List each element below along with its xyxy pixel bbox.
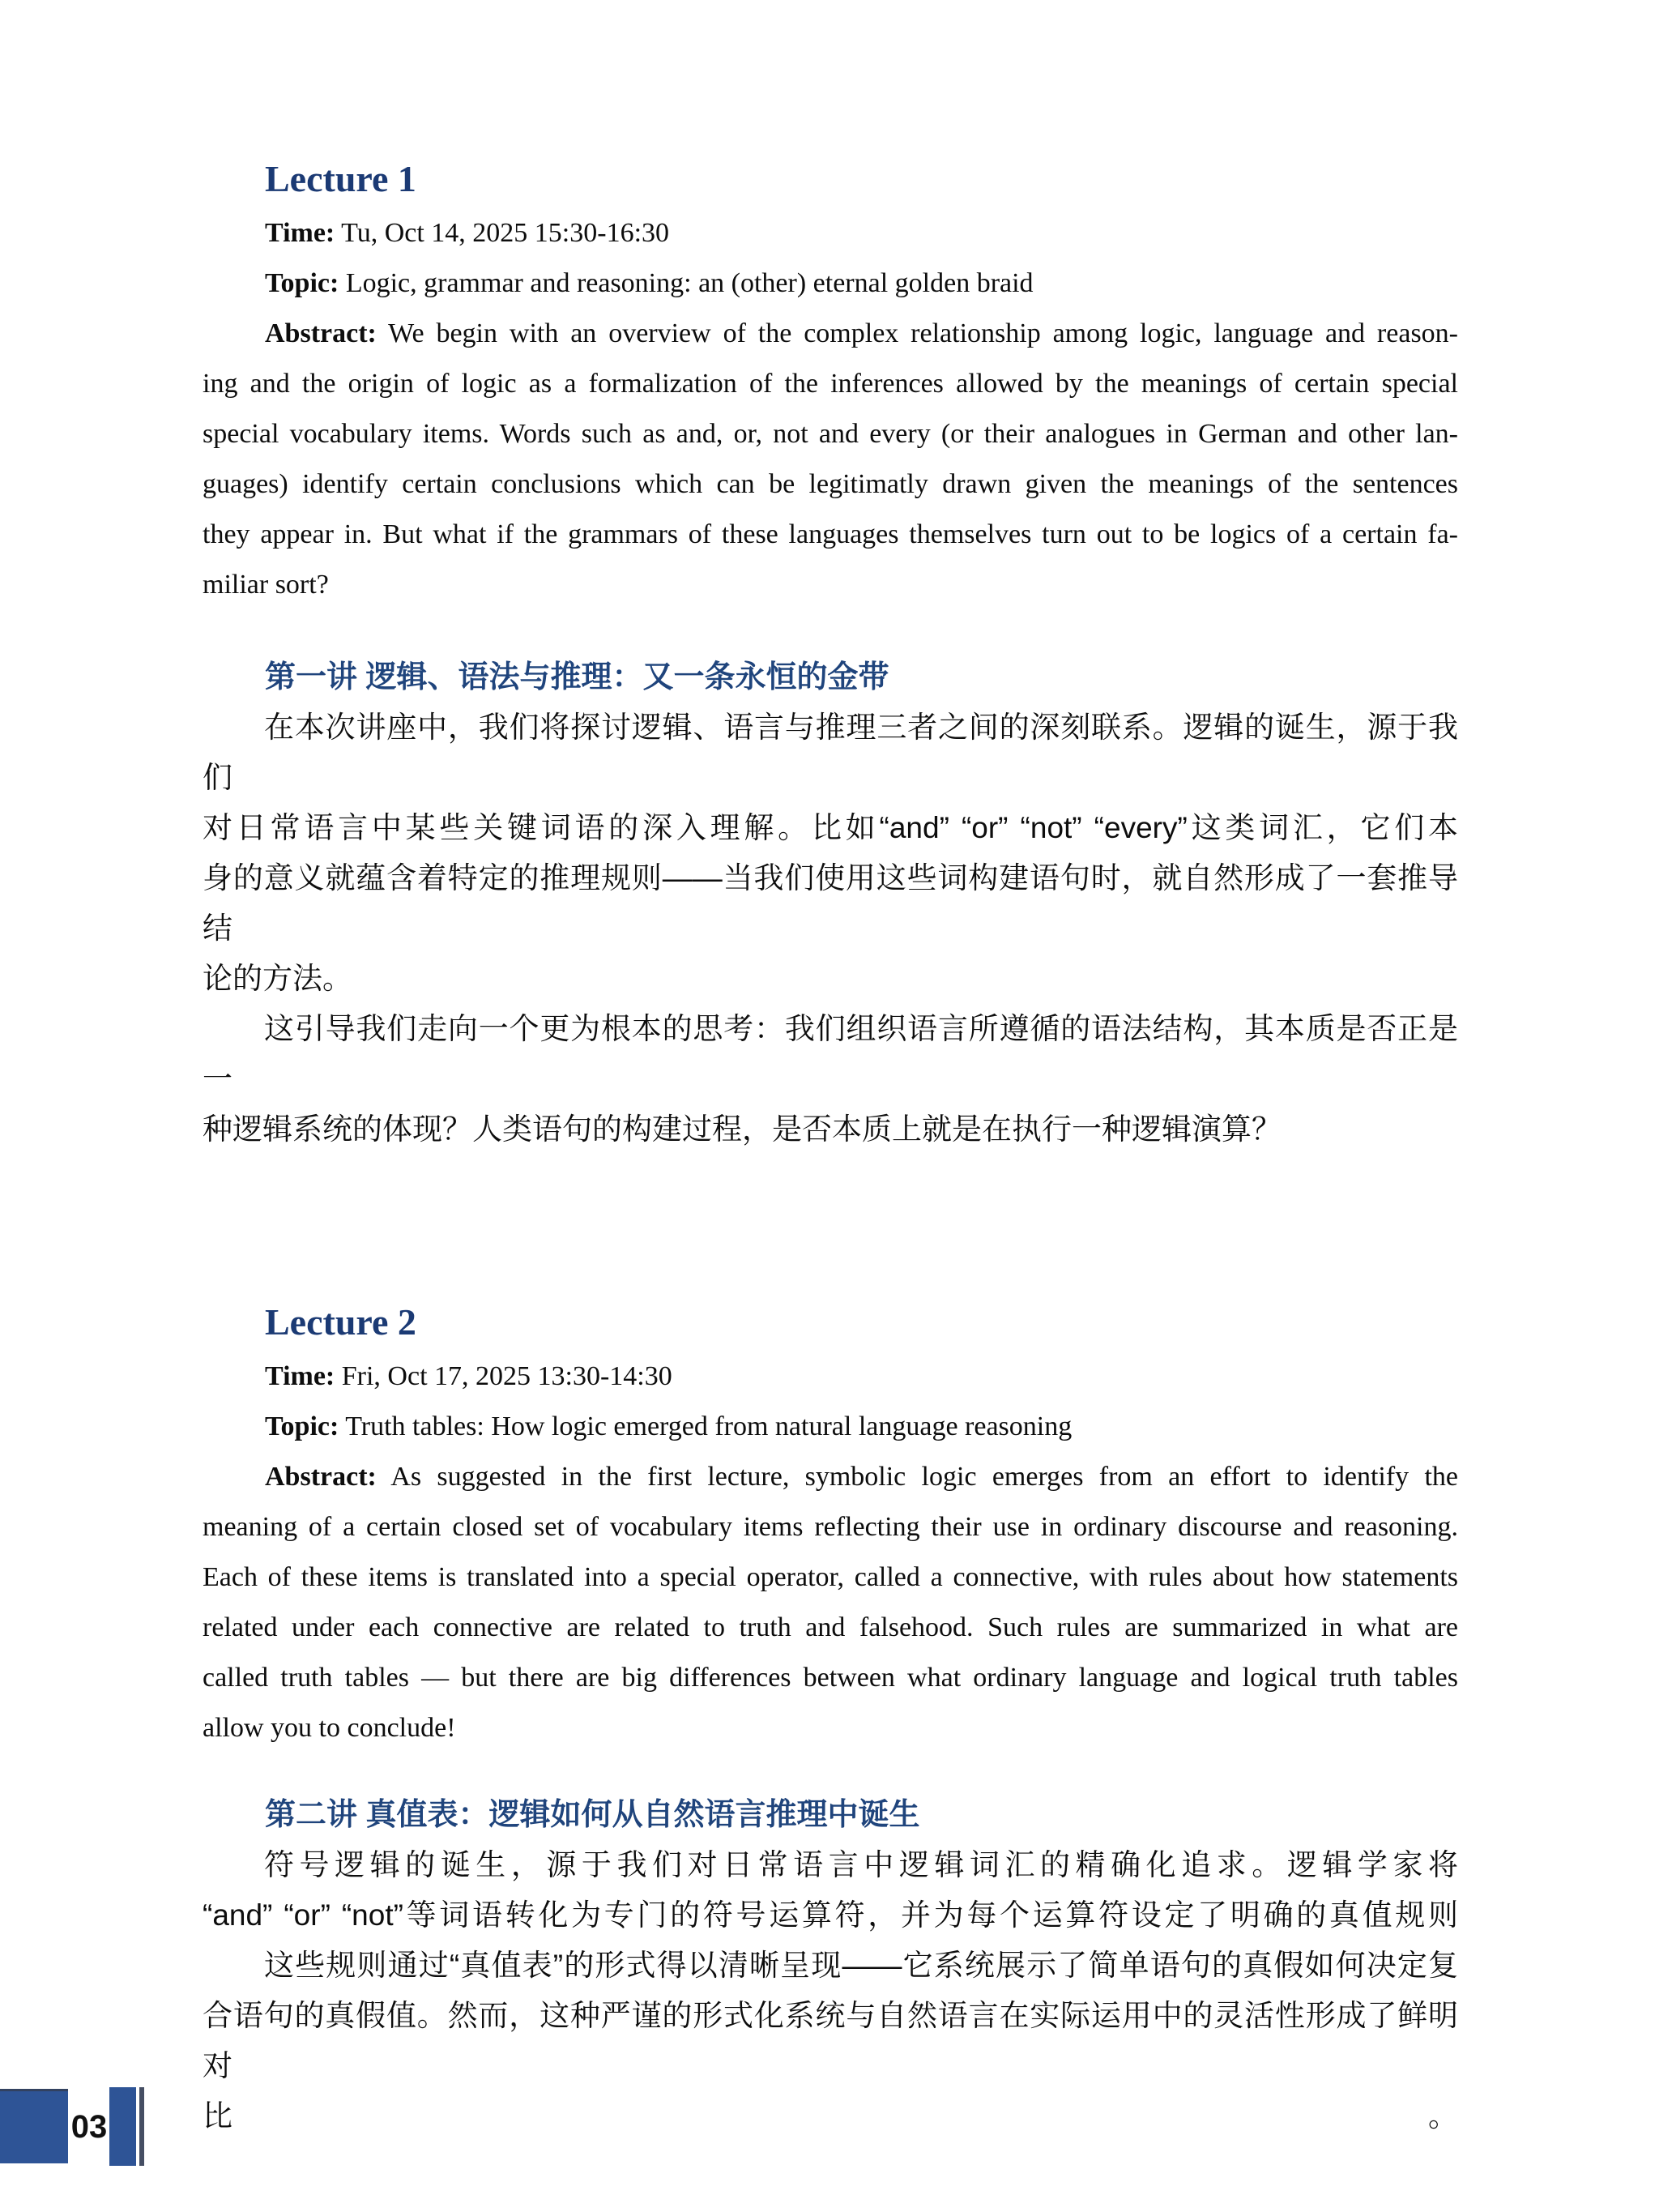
topic-label: Topic: — [265, 268, 339, 298]
abstract-line: miliar sort? — [203, 570, 329, 600]
cn-paragraph-line: 这引导我们走向一个更为根本的思考：我们组织语言所遵循的语法结构，其本质是否正是一 — [203, 1012, 1458, 1095]
lecture-2-title: Lecture 2 — [265, 1301, 416, 1343]
lecture-1-title: Lecture 1 — [265, 158, 416, 199]
cn-last-line-period: 。 — [1428, 2099, 1458, 2133]
content-column — [203, 150, 1458, 2142]
topic-line — [203, 1402, 1458, 1452]
cn-paragraph-line — [203, 2091, 1458, 2142]
topic-value: Logic, grammar and reasoning: an (other) eternal golden braid — [345, 268, 1034, 298]
topic-label: Topic: — [265, 1411, 339, 1441]
cn-paragraph-line: 这些规则通过“真值表”的形式得以清晰呈现——它系统展示了简单语句的真假如何决定复 — [264, 1949, 1458, 1982]
cn-paragraph-line: 合语句的真假值。然而，这种严谨的形式化系统与自然语言在实际运用中的灵活性形成了鲜明对 — [203, 1999, 1458, 2082]
time-value: Fri, Oct 17, 2025 13:30-14:30 — [341, 1361, 672, 1391]
cn-paragraph-line: 符号逻辑的诞生，源于我们对日常语言中逻辑词汇的精确化追求。逻辑学家将 — [264, 1848, 1458, 1881]
abstract-text: We begin with an overview of the complex relationship among logic, language and reason- — [388, 318, 1458, 348]
cn-paragraph-line: “and” “or” “not”等词语转化为专门的符号运算符，并为每个运算符设定了明确的真值规则 — [203, 1898, 1458, 1932]
time-label: Time: — [265, 1361, 335, 1391]
time-line — [203, 208, 1458, 258]
abstract-line: called truth tables — but there are big differences between what ordinary language and logical truth tables — [203, 1663, 1458, 1693]
cn-section-heading: 第一讲 逻辑、语法与推理：又一条永恒的金带 — [265, 660, 889, 694]
time-value: Tu, Oct 14, 2025 15:30-16:30 — [341, 218, 670, 248]
cn-section-heading: 第二讲 真值表：逻辑如何从自然语言推理中诞生 — [265, 1798, 920, 1832]
cn-last-line-text: 比 — [203, 2099, 232, 2133]
footer-blue-bar-icon — [109, 2087, 136, 2166]
abstract-text: As suggested in the first lecture, symbolic logic emerges from an effort to identify the — [390, 1462, 1459, 1492]
footer-blue-square-icon — [0, 2089, 68, 2163]
abstract-line — [203, 1452, 1458, 1502]
abstract-line: allow you to conclude! — [203, 1713, 456, 1743]
topic-line — [203, 258, 1458, 309]
abstract-paragraph — [203, 1452, 1458, 1753]
time-line — [203, 1352, 1458, 1402]
footer — [0, 2087, 324, 2166]
abstract-line: ing and the origin of logic as a formalization of the inferences allowed by the meanings of certain special — [203, 369, 1458, 399]
footer-divider-line — [139, 2087, 144, 2166]
abstract-line: related under each connective are related to truth and falsehood. Such rules are summarized in what are — [203, 1612, 1458, 1642]
abstract-line: they appear in. But what if the grammars of these languages themselves turn out to be logics of a certain fa- — [203, 519, 1458, 549]
page-number: 03 — [70, 2109, 108, 2145]
abstract-line: guages) identify certain conclusions which can be legitimatly drawn given the meanings of the sentences — [203, 469, 1458, 499]
cn-paragraph-line: 论的方法。 — [203, 962, 352, 995]
lecture-section-1 — [203, 150, 1458, 1155]
abstract-line: special vocabulary items. Words such as and, or, not and every (or their analogues in German and other lan- — [203, 419, 1458, 449]
time-label: Time: — [265, 218, 335, 248]
abstract-line — [203, 309, 1458, 359]
abstract-line: meaning of a certain closed set of vocabulary items reflecting their use in ordinary discourse and reasoning. — [203, 1512, 1458, 1542]
topic-value: Truth tables: How logic emerged from natural language reasoning — [345, 1411, 1073, 1441]
abstract-label: Abstract: — [265, 318, 377, 348]
chinese-translation-block — [203, 652, 1458, 1155]
abstract-line: Each of these items is translated into a special operator, called a connective, with rules about how statements — [203, 1562, 1458, 1592]
abstract-label: Abstract: — [265, 1462, 377, 1492]
cn-paragraph-line: 对日常语言中某些关键词语的深入理解。比如“and” “or” “not” “every”这类词汇，它们本 — [203, 811, 1458, 844]
cn-paragraph-line: 在本次讲座中，我们将探讨逻辑、语言与推理三者之间的深刻联系。逻辑的诞生，源于我们 — [203, 711, 1458, 794]
chinese-translation-block — [203, 1790, 1458, 2142]
cn-paragraph-line: 种逻辑系统的体现？人类语句的构建过程，是否本质上就是在执行一种逻辑演算？ — [203, 1112, 1282, 1146]
lecture-section-2 — [203, 1293, 1458, 2142]
cn-paragraph-line: 身的意义就蕴含着特定的推理规则——当我们使用这些词构建语句时，就自然形成了一套推导结 — [203, 861, 1458, 945]
abstract-paragraph — [203, 309, 1458, 610]
